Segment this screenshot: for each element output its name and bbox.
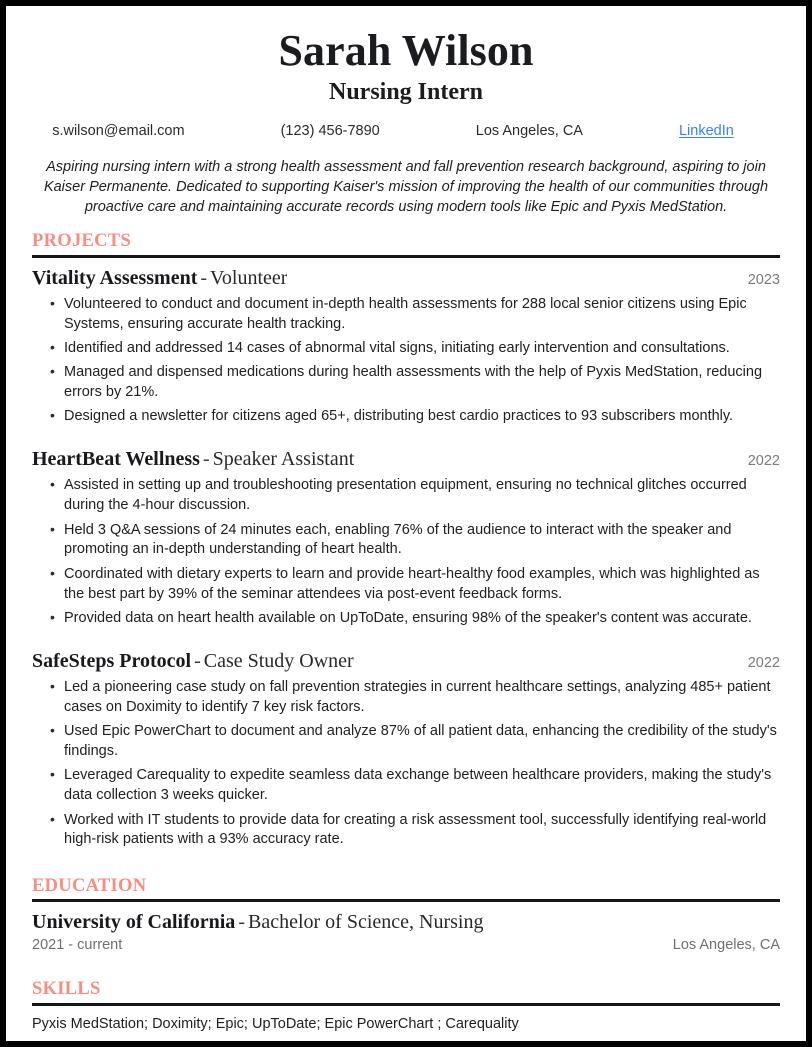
bullet-item: • Designed a newsletter for citizens aged 65+, distributing best cardio practices to 93 subscribers monthly.: [32, 407, 780, 427]
project-entry-title: [32, 266, 287, 290]
project-role: Speaker Assistant: [212, 448, 355, 471]
resume-sheet: [6, 6, 806, 1041]
project-name: SafeSteps Protocol: [32, 649, 192, 672]
section-divider: [32, 255, 780, 258]
project-name: HeartBeat Wellness: [32, 448, 200, 471]
bullet-item: • Led a pioneering case study on fall prevention strategies in current healthcare settings, analyzing 485+ patient cases on Doximity to identify 7 key risk factors.: [32, 678, 780, 718]
project-entry: [32, 266, 780, 428]
project-name: Vitality Assessment: [32, 266, 198, 289]
project-role: Volunteer: [210, 266, 288, 289]
project-entry-header: [32, 266, 780, 290]
skills-list: Pyxis MedStation; Doximity; Epic; UpToDate; Epic PowerChart ; Carequality: [32, 1015, 519, 1032]
contact-phone[interactable]: (123) 456-7890: [280, 122, 380, 139]
section-education: [32, 876, 780, 953]
project-role: Case Study Owner: [203, 649, 354, 672]
contact-email[interactable]: s.wilson@email.com: [52, 122, 185, 139]
bullet-item: • Volunteered to conduct and document in-depth health assessments for 288 local senior citizens using Epic Systems, ensuring accurate health tracking.: [32, 295, 780, 335]
degree-name: Bachelor of Science, Nursing: [247, 911, 484, 934]
education-entry-title: [32, 910, 483, 934]
project-entry: [32, 447, 780, 629]
project-bullet-list: [32, 295, 780, 428]
project-bullet-list: [32, 678, 780, 850]
bullet-item: • Managed and dispensed medications during health assessments with the help of Pyxis MedStation, reducing errors by 21%.: [32, 363, 780, 403]
project-date: 2023: [747, 271, 780, 288]
project-bullet-list: [32, 476, 780, 629]
school-name: University of California: [32, 911, 236, 934]
bullet-item: • Worked with IT students to provide data for creating a risk assessment tool, successfully identifying real-world high-risk patients with a 93% accuracy rate.: [32, 811, 780, 851]
contact-row: [32, 123, 780, 139]
section-divider: [32, 899, 780, 902]
title-separator: -: [194, 649, 201, 672]
bullet-item: • Identified and addressed 14 cases of abnormal vital signs, initiating early intervention and consultations.: [32, 339, 780, 359]
section-title-projects: PROJECTS: [32, 231, 132, 252]
education-entry-header: [32, 910, 780, 934]
contact-linkedin-link[interactable]: LinkedIn: [678, 122, 734, 139]
education-subline: [32, 937, 780, 953]
candidate-job-title: Nursing Intern: [328, 79, 484, 106]
bullet-item: • Used Epic PowerChart to document and analyze 87% of all patient data, enhancing the credibility of the study's findings.: [32, 722, 780, 762]
section-title-skills: SKILLS: [32, 979, 101, 1000]
project-entry-title: [32, 447, 354, 471]
resume-header: [32, 28, 780, 139]
candidate-name: Sarah Wilson: [278, 26, 534, 75]
title-separator: -: [238, 911, 245, 934]
project-entry-header: [32, 649, 780, 673]
title-separator: -: [202, 448, 210, 471]
section-divider: [32, 1003, 780, 1006]
education-location: Los Angeles, CA: [672, 937, 780, 954]
bullet-item: • Assisted in setting up and troubleshooting presentation equipment, ensuring no technical glitches occurred during the 4-hour discussion.: [32, 476, 780, 516]
project-entry: [32, 649, 780, 850]
professional-summary: Aspiring nursing intern with a strong health assessment and fall prevention research background, aspiring to join Kaiser Permanente. Dedicated to supporting Kaiser's mission of improving the health of our communities through proactive care and maintaining accurate records using modern tools like Epic and Pyxis MedStation.: [43, 158, 769, 215]
project-entry-header: [32, 447, 780, 471]
section-skills: [32, 979, 780, 1034]
section-projects: [32, 231, 780, 850]
section-title-education: EDUCATION: [32, 876, 147, 897]
bullet-item: • Held 3 Q&A sessions of 24 minutes each, enabling 76% of the audience to interact with the speaker and promoting an in-depth understanding of heart health.: [32, 521, 780, 561]
bullet-item: • Coordinated with dietary experts to learn and provide heart-healthy food examples, which was highlighted as the best part by 39% of the seminar attendees via post-event feedback forms.: [32, 565, 780, 605]
project-entry-title: [32, 649, 354, 673]
title-separator: -: [200, 266, 208, 289]
education-entry: [32, 910, 780, 953]
contact-location: Los Angeles, CA: [475, 122, 583, 139]
project-date: 2022: [747, 654, 780, 671]
project-date: 2022: [747, 453, 780, 470]
bullet-item: • Leveraged Carequality to expedite seamless data exchange between healthcare providers, making the study's data collection 3 weeks quicker.: [32, 766, 780, 806]
bullet-item: • Provided data on heart health available on UpToDate, ensuring 98% of the speaker's content was accurate.: [32, 609, 780, 629]
education-dates: 2021 - current: [32, 937, 123, 954]
